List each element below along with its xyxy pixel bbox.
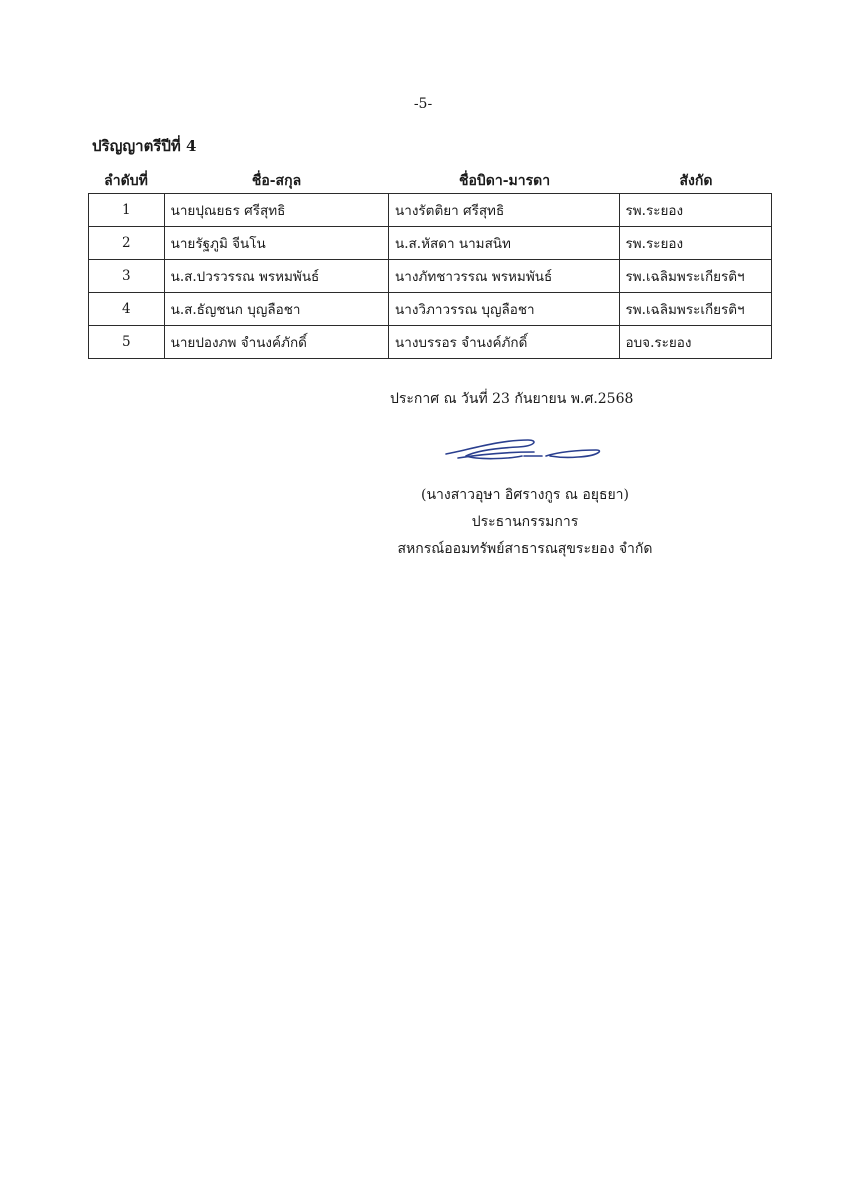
header-parent: ชื่อบิดา-มารดา — [458, 173, 551, 189]
cell-name: น.ส.ปวรวรรณ พรหมพันธ์ — [164, 260, 388, 293]
cell-no: 3 — [89, 260, 165, 293]
table-row — [89, 260, 772, 293]
cell-no: 5 — [89, 326, 165, 359]
cell-affiliation: อบจ.ระยอง — [619, 326, 772, 359]
cell-no: 1 — [89, 194, 165, 227]
cell-parent: นางภัทชาวรรณ พรหมพันธ์ — [389, 260, 619, 293]
signatory-name: (นางสาวอุษา อิศรางกูร ณ อยุธยา) — [420, 487, 630, 503]
table-row — [89, 194, 772, 227]
announcement-date: ประกาศ ณ วันที่ 23 กันยายน พ.ศ.2568 — [390, 391, 634, 407]
cell-parent: นางบรรอร จำนงค์ภักดิ์ — [389, 326, 619, 359]
table-row — [89, 227, 772, 260]
signatory-position: ประธานกรรมการ — [471, 514, 579, 530]
header-no: ลำดับที่ — [104, 173, 148, 189]
header-name: ชื่อ-สกุล — [251, 173, 302, 189]
signatory-organization: สหกรณ์ออมทรัพย์สาธารณสุขระยอง จำกัด — [397, 541, 653, 557]
cell-parent: นางรัตติยา ศรีสุทธิ — [389, 194, 619, 227]
roster-table — [88, 193, 772, 359]
signature-block — [330, 482, 720, 563]
page-number: -5- — [413, 96, 433, 112]
cell-affiliation: รพ.ระยอง — [619, 194, 772, 227]
cell-name: น.ส.ธัญชนก บุญลือชา — [164, 293, 388, 326]
cell-parent: นางวิภาวรรณ บุญลือชา — [389, 293, 619, 326]
cell-no: 4 — [89, 293, 165, 326]
section-title: ปริญญาตรีปีที่ 4 — [92, 137, 197, 155]
cell-name: นายปุณยธร ศรีสุทธิ — [164, 194, 388, 227]
cell-name: นายปองภพ จำนงค์ภักดิ์ — [164, 326, 388, 359]
signature-image — [438, 432, 608, 468]
cell-no: 2 — [89, 227, 165, 260]
cell-affiliation: รพ.ระยอง — [619, 227, 772, 260]
table-row — [89, 326, 772, 359]
cell-affiliation: รพ.เฉลิมพระเกียรติฯ — [619, 293, 772, 326]
header-affiliation: สังกัด — [679, 173, 713, 189]
cell-parent: น.ส.หัสดา นามสนิท — [389, 227, 619, 260]
table-column-headers — [88, 170, 772, 192]
table-row — [89, 293, 772, 326]
cell-name: นายรัฐภูมิ จีนโน — [164, 227, 388, 260]
cell-affiliation: รพ.เฉลิมพระเกียรติฯ — [619, 260, 772, 293]
